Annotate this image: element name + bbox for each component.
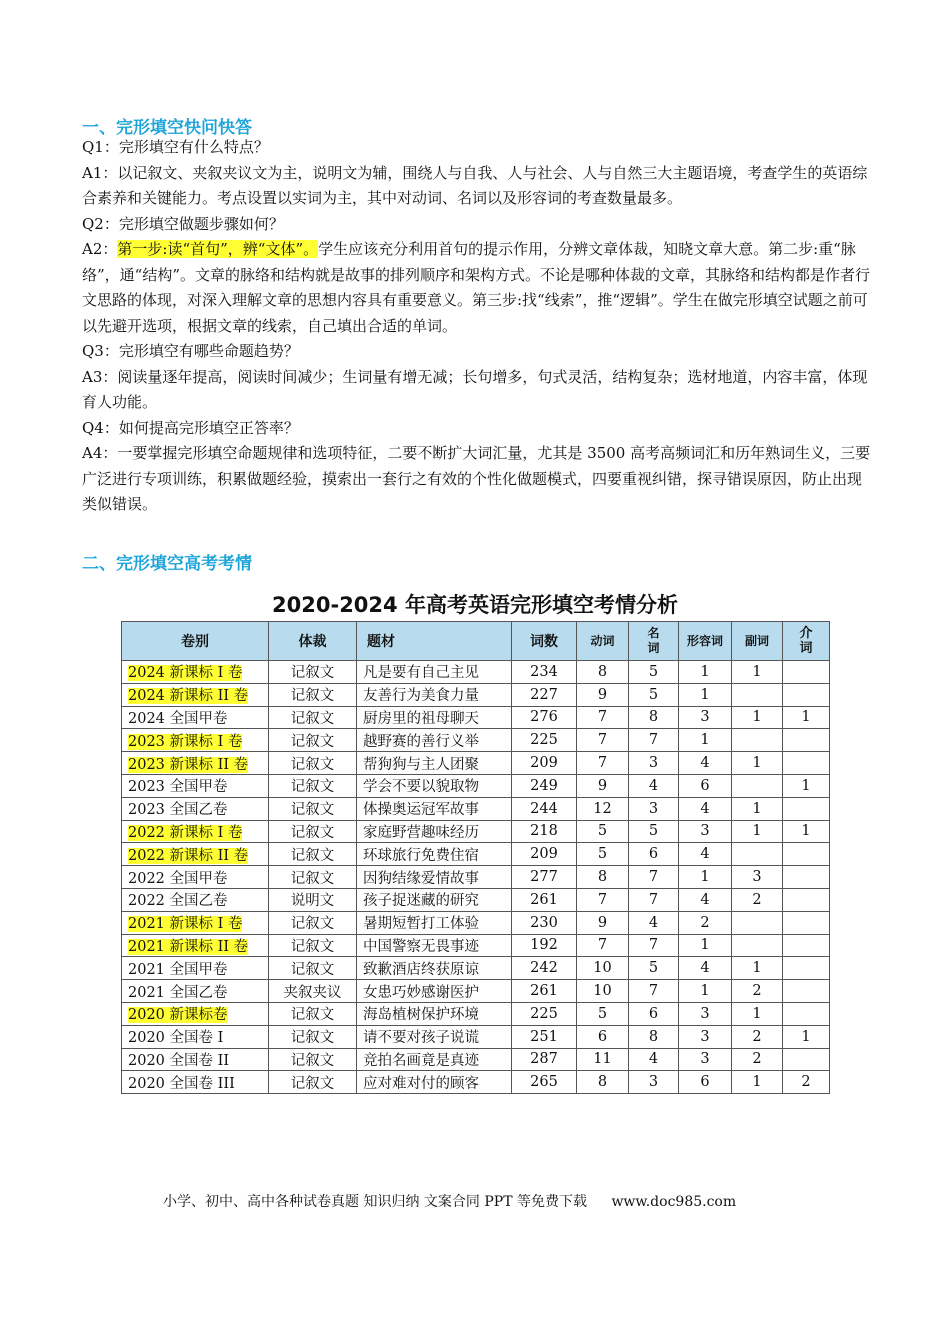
cell-adj-count: 6 bbox=[679, 774, 732, 797]
cell-adv-count: 2 bbox=[732, 980, 783, 1003]
question-4: Q4：如何提高完形填空正答率？ bbox=[82, 418, 299, 437]
highlighted-paper-label: 2021 新课标 II 卷 bbox=[128, 938, 249, 955]
cell-genre: 记叙文 bbox=[269, 661, 357, 684]
table-row bbox=[122, 820, 830, 843]
cell-noun-count: 5 bbox=[629, 957, 679, 980]
cell-paper bbox=[122, 683, 269, 706]
cell-word-count: 209 bbox=[512, 752, 577, 775]
cell-noun-count: 7 bbox=[629, 866, 679, 889]
cell-adv-count bbox=[732, 911, 783, 934]
cell-adj-count: 1 bbox=[679, 683, 732, 706]
cell-noun-count: 3 bbox=[629, 1071, 679, 1094]
cell-adv-count bbox=[732, 843, 783, 866]
header-adj: 形容词 bbox=[679, 622, 732, 661]
table-row bbox=[122, 661, 830, 684]
highlighted-paper-label: 2023 新课标 II 卷 bbox=[128, 756, 249, 773]
table-row bbox=[122, 934, 830, 957]
cell-adv-count bbox=[732, 934, 783, 957]
cell-adj-count: 4 bbox=[679, 797, 732, 820]
cell-prep-count bbox=[783, 729, 830, 752]
cell-prep-count bbox=[783, 934, 830, 957]
cell-topic: 凡是要有自己主见 bbox=[357, 661, 512, 684]
cell-topic: 海岛植树保护环境 bbox=[357, 1002, 512, 1025]
cell-verb-count: 10 bbox=[577, 957, 629, 980]
cell-noun-count: 7 bbox=[629, 888, 679, 911]
cell-prep-count bbox=[783, 797, 830, 820]
table-row bbox=[122, 1071, 830, 1094]
table-row bbox=[122, 866, 830, 889]
cell-topic: 暑期短暂打工体验 bbox=[357, 911, 512, 934]
cell-verb-count: 8 bbox=[577, 866, 629, 889]
cell-prep-count: 1 bbox=[783, 1025, 830, 1048]
cell-genre: 记叙文 bbox=[269, 1048, 357, 1071]
answer-2 bbox=[82, 237, 872, 339]
cell-noun-count: 6 bbox=[629, 1002, 679, 1025]
cell-genre: 记叙文 bbox=[269, 683, 357, 706]
cell-adv-count: 1 bbox=[732, 661, 783, 684]
cell-adv-count: 1 bbox=[732, 752, 783, 775]
cell-word-count: 209 bbox=[512, 843, 577, 866]
cell-paper: 2023 全国甲卷 bbox=[122, 774, 269, 797]
cell-verb-count: 7 bbox=[577, 729, 629, 752]
cell-noun-count: 4 bbox=[629, 911, 679, 934]
cell-adv-count bbox=[732, 729, 783, 752]
cell-noun-count: 8 bbox=[629, 706, 679, 729]
cell-prep-count bbox=[783, 683, 830, 706]
cell-paper bbox=[122, 752, 269, 775]
cell-adj-count: 1 bbox=[679, 980, 732, 1003]
cell-paper bbox=[122, 843, 269, 866]
cell-topic: 因狗结缘爱情故事 bbox=[357, 866, 512, 889]
cell-word-count: 242 bbox=[512, 957, 577, 980]
cell-paper bbox=[122, 911, 269, 934]
cell-word-count: 192 bbox=[512, 934, 577, 957]
cell-paper bbox=[122, 729, 269, 752]
cell-prep-count bbox=[783, 866, 830, 889]
cell-adj-count: 1 bbox=[679, 934, 732, 957]
cell-word-count: 218 bbox=[512, 820, 577, 843]
highlighted-paper-label: 2022 新课标 II 卷 bbox=[128, 847, 249, 864]
cell-verb-count: 7 bbox=[577, 752, 629, 775]
header-verb: 动词 bbox=[577, 622, 629, 661]
header-adv: 副词 bbox=[732, 622, 783, 661]
cell-genre: 记叙文 bbox=[269, 1025, 357, 1048]
cell-word-count: 227 bbox=[512, 683, 577, 706]
cell-topic: 女患巧妙感谢医护 bbox=[357, 980, 512, 1003]
table-row bbox=[122, 797, 830, 820]
cell-adj-count: 3 bbox=[679, 706, 732, 729]
header-words: 词数 bbox=[512, 622, 577, 661]
cell-genre: 记叙文 bbox=[269, 797, 357, 820]
cell-topic: 学会不要以貌取物 bbox=[357, 774, 512, 797]
cell-topic: 环球旅行免费住宿 bbox=[357, 843, 512, 866]
cell-prep-count: 1 bbox=[783, 706, 830, 729]
cell-topic: 厨房里的祖母聊天 bbox=[357, 706, 512, 729]
cell-verb-count: 5 bbox=[577, 820, 629, 843]
cell-adj-count: 3 bbox=[679, 820, 732, 843]
cell-noun-count: 5 bbox=[629, 683, 679, 706]
cell-adj-count: 3 bbox=[679, 1048, 732, 1071]
cell-paper: 2020 全国卷 I bbox=[122, 1025, 269, 1048]
cell-paper bbox=[122, 934, 269, 957]
cell-genre: 记叙文 bbox=[269, 843, 357, 866]
table-row bbox=[122, 1048, 830, 1071]
cell-word-count: 277 bbox=[512, 866, 577, 889]
cell-prep-count bbox=[783, 661, 830, 684]
qa-block bbox=[82, 135, 872, 518]
table-row bbox=[122, 706, 830, 729]
cell-paper: 2021 全国甲卷 bbox=[122, 957, 269, 980]
cell-topic: 竞拍名画竟是真迹 bbox=[357, 1048, 512, 1071]
table-row bbox=[122, 729, 830, 752]
cell-word-count: 249 bbox=[512, 774, 577, 797]
cell-adj-count: 4 bbox=[679, 843, 732, 866]
answer-2-prefix: A2： bbox=[82, 240, 118, 258]
cell-adv-count: 2 bbox=[732, 888, 783, 911]
table-row bbox=[122, 843, 830, 866]
cell-word-count: 230 bbox=[512, 911, 577, 934]
table-header-row bbox=[122, 622, 830, 661]
highlighted-paper-label: 2023 新课标 I 卷 bbox=[128, 733, 243, 750]
cell-paper: 2024 全国甲卷 bbox=[122, 706, 269, 729]
cell-noun-count: 3 bbox=[629, 752, 679, 775]
cell-adj-count: 1 bbox=[679, 661, 732, 684]
footer bbox=[163, 1191, 744, 1211]
cell-word-count: 244 bbox=[512, 797, 577, 820]
cell-adv-count bbox=[732, 774, 783, 797]
cell-word-count: 234 bbox=[512, 661, 577, 684]
cell-word-count: 225 bbox=[512, 1002, 577, 1025]
cell-genre: 记叙文 bbox=[269, 1002, 357, 1025]
cell-paper: 2021 全国乙卷 bbox=[122, 980, 269, 1003]
cell-adj-count: 3 bbox=[679, 1025, 732, 1048]
cell-verb-count: 6 bbox=[577, 1025, 629, 1048]
cell-adj-count: 1 bbox=[679, 866, 732, 889]
table-row bbox=[122, 911, 830, 934]
footer-url: www.doc985.com bbox=[611, 1194, 737, 1210]
cell-paper: 2022 全国乙卷 bbox=[122, 888, 269, 911]
cell-verb-count: 9 bbox=[577, 911, 629, 934]
cell-paper: 2020 全国卷 III bbox=[122, 1071, 269, 1094]
question-3: Q3：完形填空有哪些命题趋势？ bbox=[82, 342, 299, 360]
header-genre: 体裁 bbox=[269, 622, 357, 661]
table-body bbox=[122, 661, 830, 1094]
cell-adv-count: 2 bbox=[732, 1048, 783, 1071]
cell-paper: 2020 全国卷 II bbox=[122, 1048, 269, 1071]
cell-noun-count: 7 bbox=[629, 980, 679, 1003]
highlighted-paper-label: 2024 新课标 II 卷 bbox=[128, 688, 249, 705]
exam-analysis-table bbox=[121, 621, 830, 1094]
table-title: 2020-2024 年高考英语完形填空考情分析 bbox=[272, 593, 678, 617]
table-row bbox=[122, 1025, 830, 1048]
cell-adj-count: 6 bbox=[679, 1071, 732, 1094]
cell-adj-count: 2 bbox=[679, 911, 732, 934]
cell-topic: 应对难对付的顾客 bbox=[357, 1071, 512, 1094]
cell-genre: 夹叙夹议 bbox=[269, 980, 357, 1003]
cell-prep-count bbox=[783, 1002, 830, 1025]
cell-adv-count: 1 bbox=[732, 1002, 783, 1025]
cell-topic: 孩子捉迷藏的研究 bbox=[357, 888, 512, 911]
answer-1: A1：以记叙文、夹叙夹议文为主，说明文为辅，围绕人与自我、人与社会、人与自然三大主题语境，考查学生的英语综合素养和关键能力。考点设置以实词为主，其中对动词、名词以及形容词的考查数量最多。 bbox=[82, 163, 868, 207]
cell-noun-count: 3 bbox=[629, 797, 679, 820]
cell-noun-count: 5 bbox=[629, 661, 679, 684]
cell-verb-count: 8 bbox=[577, 661, 629, 684]
cell-adv-count bbox=[732, 683, 783, 706]
cell-genre: 记叙文 bbox=[269, 752, 357, 775]
cell-adv-count: 3 bbox=[732, 866, 783, 889]
highlighted-paper-label: 2020 新课标卷 bbox=[128, 1007, 228, 1024]
cell-genre: 记叙文 bbox=[269, 820, 357, 843]
cell-verb-count: 7 bbox=[577, 706, 629, 729]
cell-adv-count: 1 bbox=[732, 1071, 783, 1094]
cell-word-count: 261 bbox=[512, 888, 577, 911]
cell-adv-count: 1 bbox=[732, 820, 783, 843]
cell-adj-count: 1 bbox=[679, 729, 732, 752]
cell-prep-count bbox=[783, 980, 830, 1003]
cell-verb-count: 8 bbox=[577, 1071, 629, 1094]
cell-prep-count bbox=[783, 957, 830, 980]
cell-prep-count bbox=[783, 1048, 830, 1071]
cell-topic: 请不要对孩子说谎 bbox=[357, 1025, 512, 1048]
table-row bbox=[122, 980, 830, 1003]
cell-adj-count: 3 bbox=[679, 1002, 732, 1025]
cell-topic: 中国警察无畏事迹 bbox=[357, 934, 512, 957]
cell-genre: 记叙文 bbox=[269, 911, 357, 934]
header-paper: 卷别 bbox=[122, 622, 269, 661]
cell-prep-count: 2 bbox=[783, 1071, 830, 1094]
cell-word-count: 261 bbox=[512, 980, 577, 1003]
cell-verb-count: 9 bbox=[577, 683, 629, 706]
footer-text: 小学、初中、高中各种试卷真题 知识归纳 文案合同 PPT 等免费下载 bbox=[163, 1194, 587, 1210]
cell-verb-count: 12 bbox=[577, 797, 629, 820]
table-row bbox=[122, 1002, 830, 1025]
cell-genre: 记叙文 bbox=[269, 774, 357, 797]
cell-paper bbox=[122, 661, 269, 684]
cell-genre: 记叙文 bbox=[269, 957, 357, 980]
cell-verb-count: 10 bbox=[577, 980, 629, 1003]
cell-paper: 2022 全国甲卷 bbox=[122, 866, 269, 889]
cell-prep-count: 1 bbox=[783, 820, 830, 843]
cell-genre: 记叙文 bbox=[269, 729, 357, 752]
answer-4: A4：一要掌握完形填空命题规律和选项特征，二要不断扩大词汇量，尤其是 3500 高考高频词汇和历年熟词生义，三要广泛进行专项训练，积累做题经验，摸索出一套行之有效的个性化做题模式，四要重视纠错，探寻错误原因，防止出现类似错误。 bbox=[82, 444, 871, 513]
cell-paper: 2023 全国乙卷 bbox=[122, 797, 269, 820]
cell-noun-count: 5 bbox=[629, 820, 679, 843]
cell-genre: 记叙文 bbox=[269, 1071, 357, 1094]
cell-topic: 家庭野营趣味经历 bbox=[357, 820, 512, 843]
cell-word-count: 225 bbox=[512, 729, 577, 752]
table-row bbox=[122, 774, 830, 797]
cell-adv-count: 1 bbox=[732, 797, 783, 820]
cell-adv-count: 2 bbox=[732, 1025, 783, 1048]
table-row bbox=[122, 888, 830, 911]
cell-word-count: 287 bbox=[512, 1048, 577, 1071]
cell-word-count: 251 bbox=[512, 1025, 577, 1048]
cell-prep-count: 1 bbox=[783, 774, 830, 797]
question-1: Q1：完形填空有什么特点？ bbox=[82, 138, 269, 156]
highlighted-paper-label: 2024 新课标 I 卷 bbox=[128, 665, 243, 682]
cell-topic: 友善行为美食力量 bbox=[357, 683, 512, 706]
cell-genre: 说明文 bbox=[269, 888, 357, 911]
cell-verb-count: 5 bbox=[577, 843, 629, 866]
cell-prep-count bbox=[783, 911, 830, 934]
answer-3: A3：阅读量逐年提高，阅读时间减少；生词量有增无减；长句增多，句式灵活，结构复杂；选材地道，内容丰富，体现育人功能。 bbox=[82, 367, 868, 411]
cell-genre: 记叙文 bbox=[269, 706, 357, 729]
table-row bbox=[122, 683, 830, 706]
table-row bbox=[122, 752, 830, 775]
cell-topic: 越野赛的善行义举 bbox=[357, 729, 512, 752]
header-noun: 名词 bbox=[629, 622, 679, 661]
cell-genre: 记叙文 bbox=[269, 934, 357, 957]
header-prep: 介词 bbox=[783, 622, 830, 661]
cell-word-count: 276 bbox=[512, 706, 577, 729]
answer-2-highlight: 第一步:读“首句”，辨“文体”。 bbox=[117, 240, 319, 258]
cell-adv-count: 1 bbox=[732, 706, 783, 729]
highlighted-paper-label: 2021 新课标 I 卷 bbox=[128, 916, 243, 933]
section-heading-qa: 一、完形填空快问快答 bbox=[82, 118, 252, 138]
cell-adj-count: 4 bbox=[679, 957, 732, 980]
cell-verb-count: 7 bbox=[577, 934, 629, 957]
cell-noun-count: 4 bbox=[629, 1048, 679, 1071]
cell-noun-count: 8 bbox=[629, 1025, 679, 1048]
cell-adj-count: 4 bbox=[679, 752, 732, 775]
cell-noun-count: 6 bbox=[629, 843, 679, 866]
cell-verb-count: 5 bbox=[577, 1002, 629, 1025]
cell-genre: 记叙文 bbox=[269, 866, 357, 889]
cell-paper bbox=[122, 1002, 269, 1025]
cell-paper bbox=[122, 820, 269, 843]
section-heading-exam: 二、完形填空高考考情 bbox=[82, 554, 252, 574]
answer-2-body: 学生应该充分利用首句的提示作用，分辨文章体裁，知晓文章大意。第二步:重“脉络”，通“结构”。文章的脉络和结构就是故事的排列顺序和架构方式。不论是哪种体裁的文章，其脉络和结构都是作者行文思路的体现，对深入理解文章的思想内容具有重要意义。第三步:找“线索”，推“逻辑”。学生在做完形填空试题之前可以先避开选项，根据文章的线索，自己填出合适的单词。 bbox=[82, 240, 871, 335]
cell-verb-count: 9 bbox=[577, 774, 629, 797]
cell-verb-count: 7 bbox=[577, 888, 629, 911]
cell-verb-count: 11 bbox=[577, 1048, 629, 1071]
cell-topic: 帮狗狗与主人团聚 bbox=[357, 752, 512, 775]
cell-prep-count bbox=[783, 752, 830, 775]
cell-noun-count: 4 bbox=[629, 774, 679, 797]
cell-topic: 体操奥运冠军故事 bbox=[357, 797, 512, 820]
table-row bbox=[122, 957, 830, 980]
cell-adj-count: 4 bbox=[679, 888, 732, 911]
cell-prep-count bbox=[783, 888, 830, 911]
cell-noun-count: 7 bbox=[629, 934, 679, 957]
cell-adv-count: 1 bbox=[732, 957, 783, 980]
cell-topic: 致歉酒店终获原谅 bbox=[357, 957, 512, 980]
highlighted-paper-label: 2022 新课标 I 卷 bbox=[128, 824, 243, 841]
cell-prep-count bbox=[783, 843, 830, 866]
cell-noun-count: 7 bbox=[629, 729, 679, 752]
cell-word-count: 265 bbox=[512, 1071, 577, 1094]
question-2: Q2：完形填空做题步骤如何？ bbox=[82, 214, 284, 233]
header-topic: 题材 bbox=[357, 622, 512, 661]
